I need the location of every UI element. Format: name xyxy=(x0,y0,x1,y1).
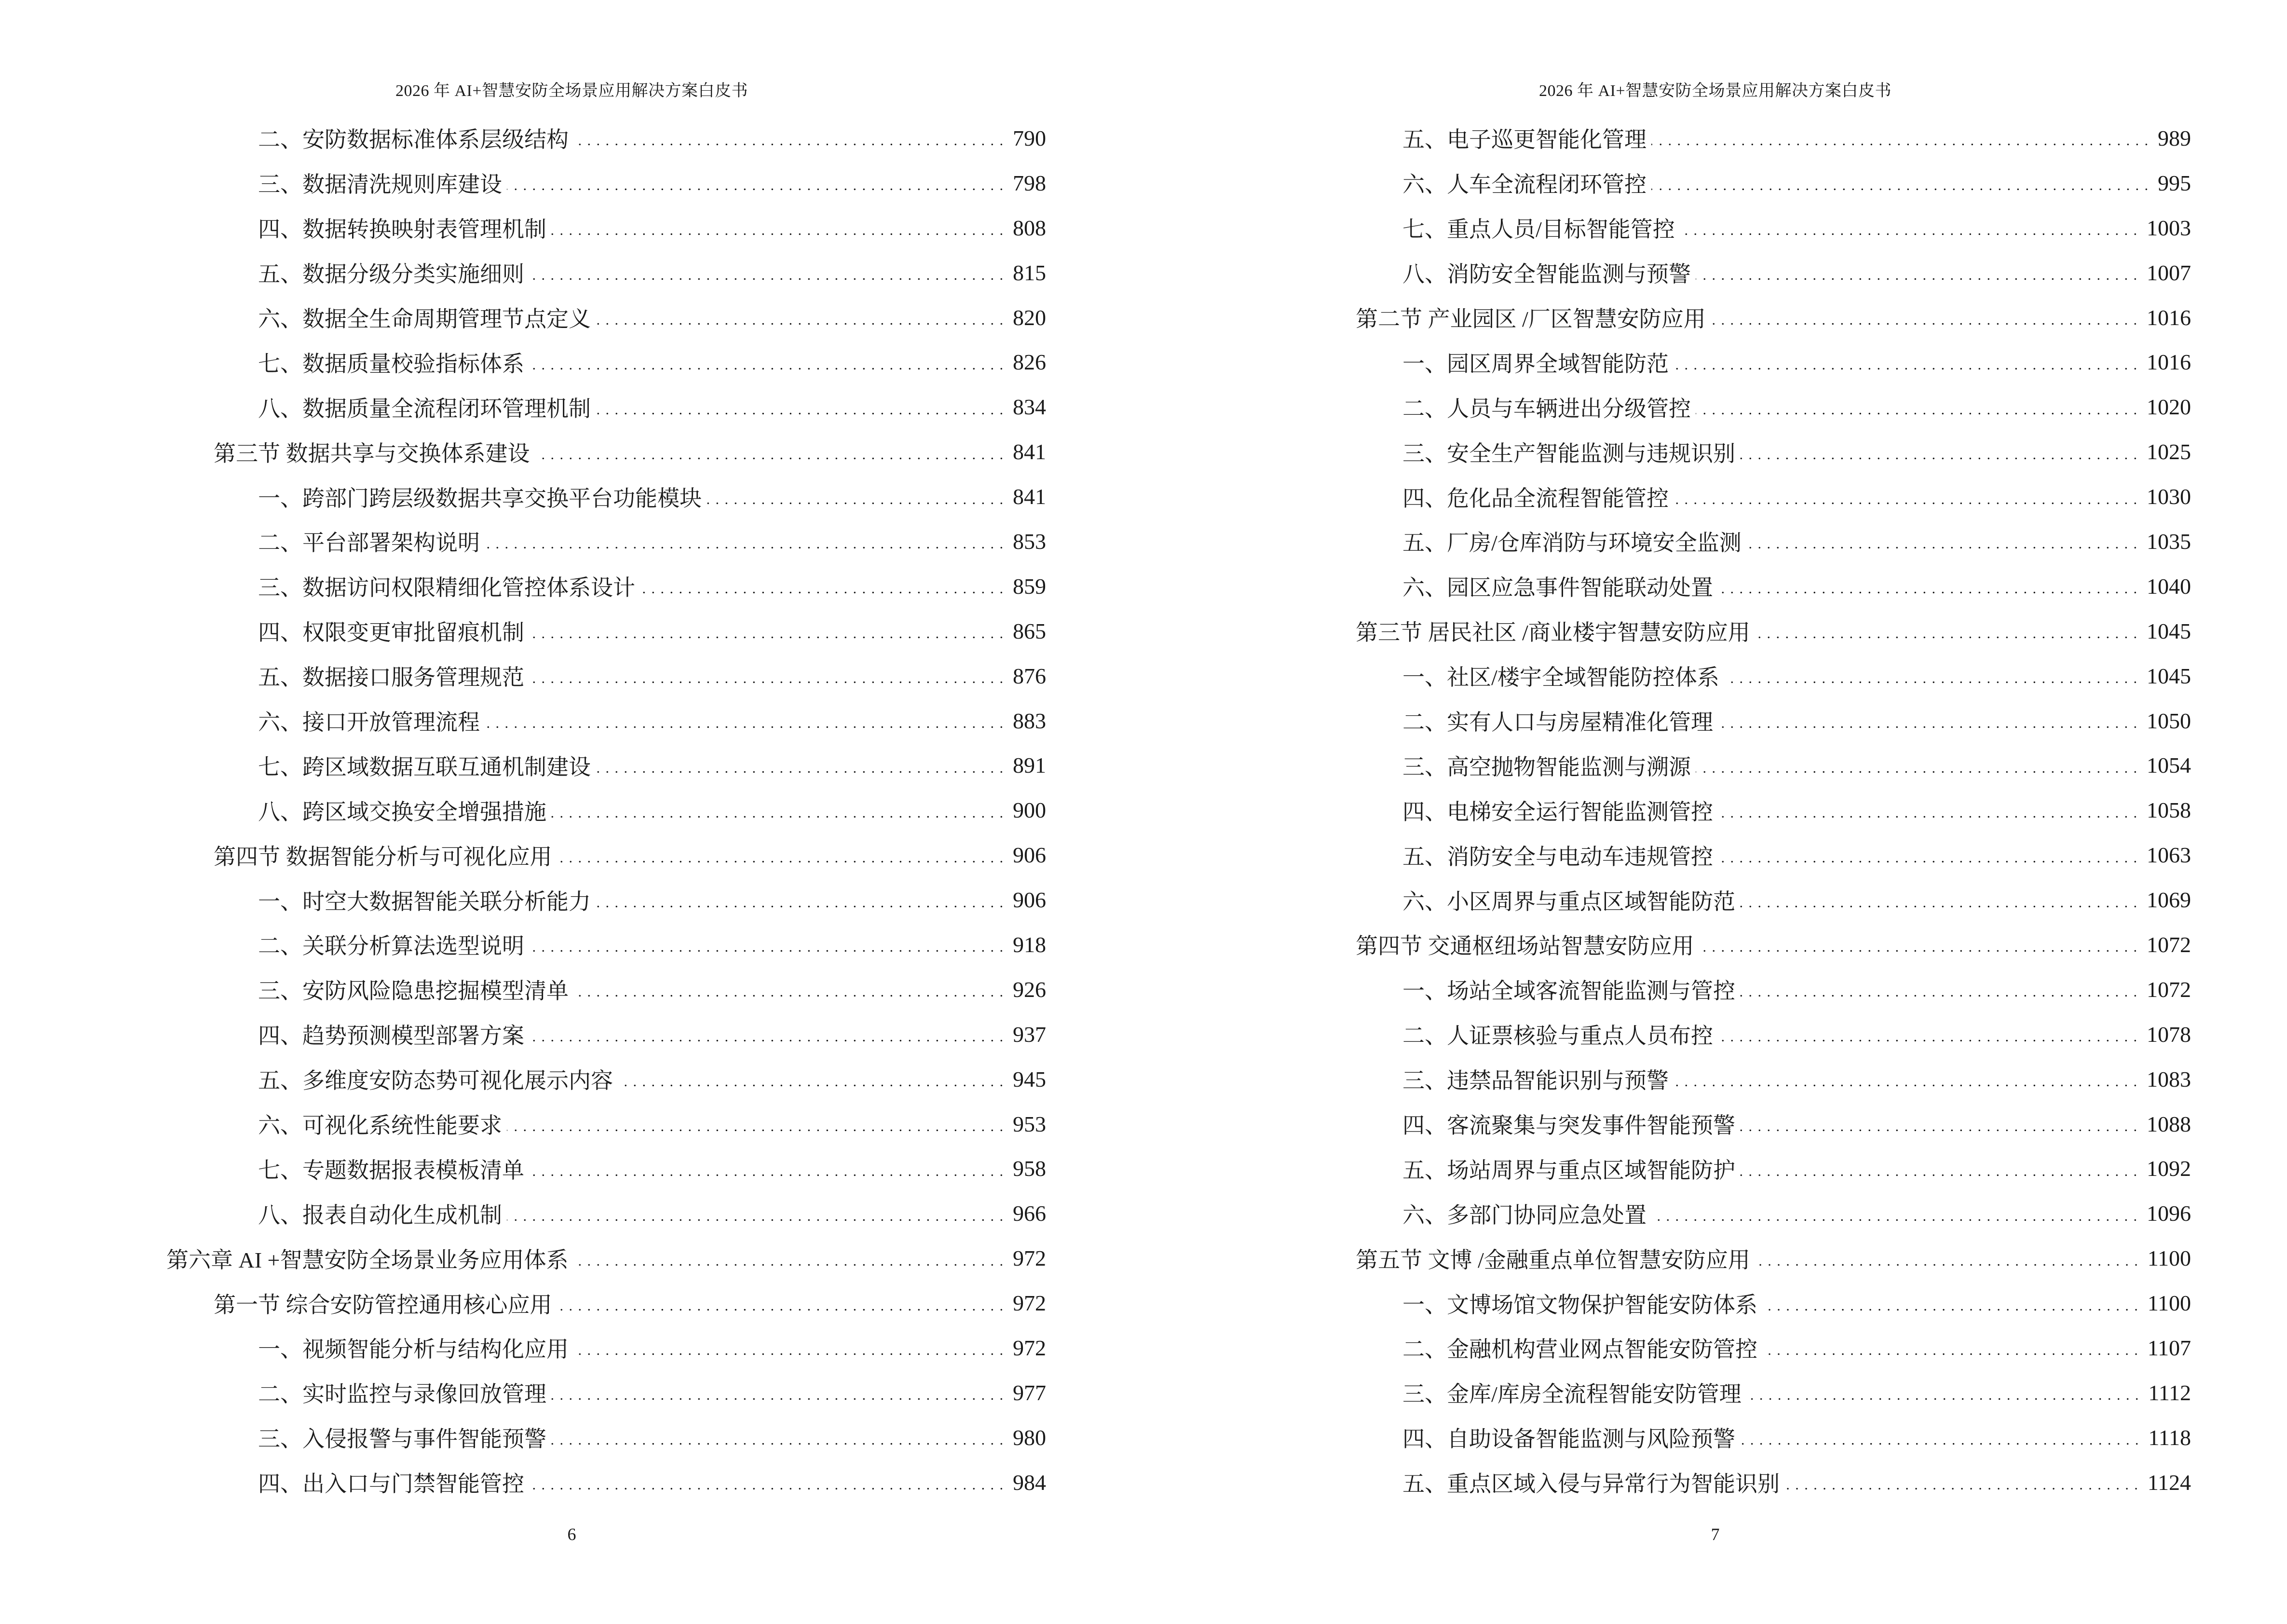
toc-entry-page-number: 1107 xyxy=(2147,1335,2191,1360)
toc-subsection-entry[interactable] xyxy=(1144,384,2191,429)
dot-leader xyxy=(507,1202,1004,1225)
toc-subsection-entry[interactable] xyxy=(0,1191,1046,1236)
dot-leader xyxy=(535,441,1005,463)
toc-entry-title: 第四节 交通枢纽场站智慧安防应用 xyxy=(1356,934,1694,959)
toc-entry-title: 四、自助设备智能监测与风险预警 xyxy=(1402,1427,1735,1452)
toc-entry-title: 二、关联分析算法选型说明 xyxy=(258,934,524,959)
toc-entry-page-number: 1083 xyxy=(2147,1066,2191,1092)
dot-leader xyxy=(1696,396,2138,418)
toc-subsection-entry[interactable] xyxy=(1144,1057,2191,1102)
toc-entry-page-number: 1058 xyxy=(2147,798,2191,823)
toc-entry-page-number: 1092 xyxy=(2147,1156,2191,1181)
toc-entry-page-number: 790 xyxy=(1013,125,1046,150)
toc-subsection-entry[interactable] xyxy=(0,474,1046,519)
toc-entry-title: 六、接口开放管理流程 xyxy=(258,710,480,735)
dot-leader xyxy=(1784,1471,2139,1493)
toc-entry-page-number: 1078 xyxy=(2147,1022,2191,1047)
toc-subsection-entry[interactable] xyxy=(0,295,1046,340)
dot-leader xyxy=(1746,530,2138,552)
dot-leader xyxy=(1699,933,2138,955)
toc-section-entry[interactable] xyxy=(1144,1236,2191,1281)
dot-leader xyxy=(1674,351,2138,373)
toc-entry-title: 第三节 数据共享与交换体系建设 xyxy=(214,441,530,466)
dot-leader xyxy=(507,172,1004,194)
dot-leader xyxy=(551,799,1004,821)
toc-subsection-entry[interactable] xyxy=(0,116,1046,161)
toc-entry-page-number: 1118 xyxy=(2148,1425,2191,1450)
toc-entry-title: 五、场站周界与重点区域智能防护 xyxy=(1402,1158,1735,1183)
toc-section-entry[interactable] xyxy=(1144,295,2191,340)
toc-entry-page-number: 937 xyxy=(1013,1022,1046,1047)
toc-entry-page-number: 1096 xyxy=(2147,1201,2191,1226)
toc-subsection-entry[interactable] xyxy=(1144,743,2191,788)
toc-subsection-entry[interactable] xyxy=(0,654,1046,698)
toc-section-entry[interactable] xyxy=(1144,609,2191,654)
toc-subsection-entry[interactable] xyxy=(0,967,1046,1012)
toc-entry-page-number: 980 xyxy=(1013,1425,1046,1450)
toc-entry-page-number: 972 xyxy=(1013,1335,1046,1360)
toc-subsection-entry[interactable] xyxy=(1144,1415,2191,1460)
toc-entry-title: 三、金库/库房全流程智能安防管理 xyxy=(1402,1382,1742,1407)
toc-entry-title: 第六章 AI +智慧安防全场景业务应用体系 xyxy=(166,1247,569,1272)
toc-subsection-entry[interactable] xyxy=(1144,116,2191,161)
toc-entry-title: 第三节 居民社区 /商业楼宇智慧安防应用 xyxy=(1356,620,1750,645)
toc-entry-title: 一、园区周界全域智能防范 xyxy=(1402,351,1669,376)
toc-entry-page-number: 984 xyxy=(1013,1470,1046,1495)
toc-subsection-entry[interactable] xyxy=(0,564,1046,609)
dot-leader xyxy=(1740,889,2138,911)
toc-entry-page-number: 820 xyxy=(1013,305,1046,330)
toc-entry-title: 四、出入口与门禁智能管控 xyxy=(258,1472,524,1497)
toc-entry-page-number: 966 xyxy=(1013,1201,1046,1226)
toc-entry-page-number: 953 xyxy=(1013,1111,1046,1136)
toc-entry-page-number: 841 xyxy=(1013,484,1046,509)
toc-subsection-entry[interactable] xyxy=(1144,564,2191,609)
dot-leader xyxy=(573,1337,1004,1359)
toc-entry-title: 五、电子巡更智能化管理 xyxy=(1402,127,1647,152)
toc-entry-page-number: 906 xyxy=(1013,843,1046,868)
toc-subsection-entry[interactable] xyxy=(1144,429,2191,474)
toc-entry-page-number: 1050 xyxy=(2147,708,2191,733)
toc-entry-page-number: 995 xyxy=(2158,170,2191,195)
toc-entry-title: 六、多部门协同应急处置 xyxy=(1402,1202,1647,1228)
toc-entry-page-number: 1124 xyxy=(2147,1470,2191,1495)
toc-entry-title: 七、专题数据报表模板清单 xyxy=(258,1158,524,1183)
toc-entry-page-number: 1040 xyxy=(2147,573,2191,599)
dot-leader xyxy=(551,1426,1004,1448)
toc-entry-page-number: 1003 xyxy=(2147,215,2191,240)
dot-leader xyxy=(573,127,1004,149)
toc-entry-title: 八、报表自动化生成机制 xyxy=(258,1202,502,1228)
toc-subsection-entry[interactable] xyxy=(0,161,1046,205)
dot-leader xyxy=(1718,710,2138,732)
dot-leader xyxy=(1651,1202,2138,1225)
toc-subsection-entry[interactable] xyxy=(0,1415,1046,1460)
dot-leader xyxy=(1718,575,2138,597)
dot-leader xyxy=(529,261,1004,284)
toc-subsection-entry[interactable] xyxy=(0,609,1046,654)
toc-entry-title: 八、数据质量全流程闭环管理机制 xyxy=(258,396,591,421)
dot-leader xyxy=(485,530,1004,552)
toc-subsection-entry[interactable] xyxy=(0,1102,1046,1146)
toc-entry-title: 四、客流聚集与突发事件智能预警 xyxy=(1402,1113,1735,1138)
toc-entry-page-number: 972 xyxy=(1013,1246,1046,1271)
dot-leader xyxy=(1740,1113,2138,1135)
dot-leader xyxy=(1711,306,2138,328)
toc-entry-page-number: 826 xyxy=(1013,350,1046,375)
toc-entry-title: 七、跨区域数据互联互通机制建设 xyxy=(258,754,591,779)
toc-entry-page-number: 865 xyxy=(1013,618,1046,643)
toc-entry-title: 三、高空抛物智能监测与溯源 xyxy=(1402,754,1691,779)
dot-leader xyxy=(1724,665,2138,687)
toc-entry-title: 二、人证票核验与重点人员布控 xyxy=(1402,1024,1713,1049)
dot-leader xyxy=(640,575,1004,597)
dot-leader xyxy=(596,396,1004,418)
toc-entry-page-number: 1069 xyxy=(2147,887,2191,913)
toc-entry-title: 三、违禁品智能识别与预警 xyxy=(1402,1068,1669,1093)
dot-leader xyxy=(551,1381,1004,1404)
dot-leader xyxy=(1651,172,2149,194)
toc-subsection-entry[interactable] xyxy=(1144,205,2191,250)
dot-leader xyxy=(529,1471,1004,1493)
dot-leader xyxy=(507,1113,1004,1135)
toc-entry-page-number: 1030 xyxy=(2147,484,2191,509)
right-page xyxy=(1144,0,2287,1624)
dot-leader xyxy=(596,306,1004,328)
dot-leader xyxy=(557,1292,1005,1314)
toc-entry-page-number: 798 xyxy=(1013,170,1046,195)
toc-subsection-entry[interactable] xyxy=(0,1325,1046,1370)
toc-entry-title: 四、电梯安全运行智能监测管控 xyxy=(1402,799,1713,824)
dot-leader xyxy=(1762,1292,2139,1314)
toc-entry-page-number: 1035 xyxy=(2147,529,2191,554)
toc-subsection-entry[interactable] xyxy=(0,340,1046,384)
toc-entry-page-number: 1100 xyxy=(2147,1291,2191,1316)
toc-entry-page-number: 1054 xyxy=(2147,753,2191,778)
dot-leader xyxy=(573,978,1004,1000)
toc-entry-title: 二、平台部署架构说明 xyxy=(258,531,480,556)
toc-entry-page-number: 1045 xyxy=(2147,618,2191,643)
dot-leader xyxy=(529,933,1004,955)
dot-leader xyxy=(529,1023,1004,1045)
toc-subsection-entry[interactable] xyxy=(1144,654,2191,698)
toc-entry-title: 三、安防风险隐患挖掘模型清单 xyxy=(258,979,569,1004)
toc-entry-page-number: 1007 xyxy=(2147,260,2191,285)
toc-subsection-entry[interactable] xyxy=(1144,1281,2191,1325)
toc-subsection-entry[interactable] xyxy=(1144,519,2191,564)
toc-entry-title: 四、危化品全流程智能管控 xyxy=(1402,486,1669,511)
dot-leader xyxy=(596,889,1004,911)
toc-entry-title: 一、视频智能分析与结构化应用 xyxy=(258,1337,569,1362)
toc-subsection-entry[interactable] xyxy=(0,1146,1046,1191)
dot-leader xyxy=(1740,1158,2138,1180)
toc-entry-title: 五、多维度安防态势可视化展示内容 xyxy=(258,1068,613,1093)
dot-leader xyxy=(1740,978,2138,1000)
toc-subsection-entry[interactable] xyxy=(0,250,1046,295)
toc-entry-title: 六、人车全流程闭环管控 xyxy=(1402,172,1647,197)
toc-entry-title: 四、数据转换映射表管理机制 xyxy=(258,217,546,242)
toc-section-entry[interactable] xyxy=(0,429,1046,474)
toc-subsection-entry[interactable] xyxy=(0,1012,1046,1057)
dot-leader xyxy=(551,217,1004,239)
dot-leader xyxy=(1651,127,2149,149)
toc-entry-title: 七、数据质量校验指标体系 xyxy=(258,351,524,376)
toc-subsection-entry[interactable] xyxy=(0,1057,1046,1102)
toc-entry-title: 第五节 文博 /金融重点单位智慧安防应用 xyxy=(1356,1247,1750,1272)
toc-entry-page-number: 859 xyxy=(1013,573,1046,599)
toc-entry-page-number: 891 xyxy=(1013,753,1046,778)
toc-entry-page-number: 977 xyxy=(1013,1380,1046,1405)
toc-entry-title: 八、消防安全智能监测与预警 xyxy=(1402,262,1691,287)
toc-entry-title: 六、数据全生命周期管理节点定义 xyxy=(258,307,591,331)
dot-leader xyxy=(1696,261,2138,284)
toc-entry-title: 六、园区应急事件智能联动处置 xyxy=(1402,575,1713,600)
toc-entry-title: 四、趋势预测模型部署方案 xyxy=(258,1024,524,1049)
toc-entry-page-number: 906 xyxy=(1013,887,1046,913)
toc-subsection-entry[interactable] xyxy=(1144,1460,2191,1505)
toc-subsection-entry[interactable] xyxy=(1144,340,2191,384)
dot-leader xyxy=(1674,486,2138,508)
toc-subsection-entry[interactable] xyxy=(1144,698,2191,743)
toc-entry-title: 三、数据访问权限精细化管控体系设计 xyxy=(258,575,635,600)
toc-entry-title: 二、金融机构营业网点智能安防管控 xyxy=(1402,1337,1757,1362)
toc-entry-page-number: 834 xyxy=(1013,395,1046,420)
toc-entry-title: 八、跨区域交换安全增强措施 xyxy=(258,799,546,824)
dot-leader xyxy=(1762,1337,2139,1359)
toc-entry-title: 六、可视化系统性能要求 xyxy=(258,1113,502,1138)
toc-entry-title: 第四节 数据智能分析与可视化应用 xyxy=(214,844,552,869)
toc-entry-page-number: 1100 xyxy=(2147,1246,2191,1271)
toc-subsection-entry[interactable] xyxy=(1144,474,2191,519)
toc-entry-page-number: 1088 xyxy=(2147,1111,2191,1136)
toc-section-entry[interactable] xyxy=(0,1281,1046,1325)
toc-entry-title: 一、社区/楼宇全域智能防控体系 xyxy=(1402,665,1719,690)
toc-entry-page-number: 989 xyxy=(2158,125,2191,150)
toc-subsection-entry[interactable] xyxy=(0,1460,1046,1505)
toc-entry-page-number: 1112 xyxy=(2148,1380,2191,1405)
table-of-contents xyxy=(0,116,1046,1505)
toc-entry-page-number: 815 xyxy=(1013,260,1046,285)
toc-entry-title: 二、实时监控与录像回放管理 xyxy=(258,1382,546,1407)
toc-subsection-entry[interactable] xyxy=(1144,877,2191,922)
dot-leader xyxy=(1674,1068,2138,1090)
dot-leader xyxy=(618,1068,1004,1090)
toc-subsection-entry[interactable] xyxy=(0,205,1046,250)
toc-subsection-entry[interactable] xyxy=(0,519,1046,564)
dot-leader xyxy=(596,754,1004,777)
toc-entry-page-number: 841 xyxy=(1013,439,1046,464)
toc-entry-title: 五、数据接口服务管理规范 xyxy=(258,665,524,690)
page-number: 6 xyxy=(567,1525,576,1544)
toc-entry-title: 一、场站全域客流智能监测与管控 xyxy=(1402,979,1735,1004)
toc-entry-page-number: 883 xyxy=(1013,708,1046,733)
toc-entry-title: 五、厂房/仓库消防与环境安全监测 xyxy=(1402,531,1742,556)
toc-entry-title: 七、重点人员/目标智能管控 xyxy=(1402,217,1675,242)
toc-entry-page-number: 1020 xyxy=(2147,395,2191,420)
toc-subsection-entry[interactable] xyxy=(0,698,1046,743)
toc-subsection-entry[interactable] xyxy=(0,1370,1046,1415)
toc-subsection-entry[interactable] xyxy=(1144,1191,2191,1236)
dot-leader xyxy=(1718,844,2138,866)
toc-entry-title: 四、权限变更审批留痕机制 xyxy=(258,620,524,645)
dot-leader xyxy=(1696,754,2138,777)
toc-subsection-entry[interactable] xyxy=(1144,250,2191,295)
dot-leader xyxy=(1740,1426,2139,1448)
dot-leader xyxy=(707,486,1004,508)
toc-entry-title: 第二节 产业园区 /厂区智慧安防应用 xyxy=(1356,307,1706,331)
toc-entry-title: 二、安防数据标准体系层级结构 xyxy=(258,127,569,152)
toc-subsection-entry[interactable] xyxy=(1144,1146,2191,1191)
toc-entry-page-number: 1072 xyxy=(2147,932,2191,957)
dot-leader xyxy=(557,844,1005,866)
toc-entry-page-number: 1063 xyxy=(2147,843,2191,868)
dot-leader xyxy=(529,620,1004,642)
dot-leader xyxy=(485,710,1004,732)
dot-leader xyxy=(529,351,1004,373)
toc-subsection-entry[interactable] xyxy=(1144,1102,2191,1146)
toc-entry-page-number: 926 xyxy=(1013,977,1046,1002)
toc-subsection-entry[interactable] xyxy=(1144,788,2191,832)
toc-subsection-entry[interactable] xyxy=(0,788,1046,832)
toc-entry-title: 五、消防安全与电动车违规管控 xyxy=(1402,844,1713,869)
toc-entry-page-number: 876 xyxy=(1013,663,1046,688)
toc-entry-title: 一、文博场馆文物保护智能安防体系 xyxy=(1402,1292,1757,1317)
dot-leader xyxy=(1680,217,2138,239)
dot-leader xyxy=(529,1158,1004,1180)
toc-entry-title: 三、入侵报警与事件智能预警 xyxy=(258,1427,546,1452)
toc-entry-title: 二、实有人口与房屋精准化管理 xyxy=(1402,710,1713,735)
toc-entry-page-number: 1045 xyxy=(2147,663,2191,688)
page-number: 7 xyxy=(1711,1525,1720,1544)
toc-entry-page-number: 958 xyxy=(1013,1156,1046,1181)
toc-entry-page-number: 1072 xyxy=(2147,977,2191,1002)
table-of-contents xyxy=(1144,116,2191,1505)
toc-section-entry[interactable] xyxy=(0,832,1046,877)
toc-entry-page-number: 1025 xyxy=(2147,439,2191,464)
toc-entry-page-number: 900 xyxy=(1013,798,1046,823)
toc-entry-page-number: 945 xyxy=(1013,1066,1046,1092)
toc-entry-page-number: 1016 xyxy=(2147,305,2191,330)
toc-entry-page-number: 808 xyxy=(1013,215,1046,240)
toc-entry-title: 一、时空大数据智能关联分析能力 xyxy=(258,889,591,914)
toc-entry-title: 一、跨部门跨层级数据共享交换平台功能模块 xyxy=(258,486,702,511)
dot-leader xyxy=(1755,620,2138,642)
toc-entry-title: 第一节 综合安防管控通用核心应用 xyxy=(214,1292,552,1317)
toc-subsection-entry[interactable] xyxy=(1144,161,2191,205)
dot-leader xyxy=(573,1247,1004,1269)
dot-leader xyxy=(529,665,1004,687)
dot-leader xyxy=(1718,799,2138,821)
running-header: 2026 年 AI+智慧安防全场景应用解决方案白皮书 xyxy=(395,82,749,100)
toc-entry-title: 三、安全生产智能监测与违规识别 xyxy=(1402,441,1735,466)
toc-entry-page-number: 972 xyxy=(1013,1291,1046,1316)
toc-section-entry[interactable] xyxy=(1144,922,2191,967)
dot-leader xyxy=(1740,441,2138,463)
toc-entry-title: 二、人员与车辆进出分级管控 xyxy=(1402,396,1691,421)
toc-subsection-entry[interactable] xyxy=(1144,1012,2191,1057)
toc-entry-page-number: 918 xyxy=(1013,932,1046,957)
toc-subsection-entry[interactable] xyxy=(0,384,1046,429)
toc-subsection-entry[interactable] xyxy=(0,743,1046,788)
toc-subsection-entry[interactable] xyxy=(0,922,1046,967)
toc-subsection-entry[interactable] xyxy=(1144,832,2191,877)
toc-subsection-entry[interactable] xyxy=(1144,967,2191,1012)
dot-leader xyxy=(1718,1023,2138,1045)
toc-chapter-entry[interactable] xyxy=(0,1236,1046,1281)
dot-leader xyxy=(1755,1247,2139,1269)
running-header: 2026 年 AI+智慧安防全场景应用解决方案白皮书 xyxy=(1538,82,1892,100)
toc-subsection-entry[interactable] xyxy=(0,877,1046,922)
toc-entry-title: 三、数据清洗规则库建设 xyxy=(258,172,502,197)
toc-entry-page-number: 853 xyxy=(1013,529,1046,554)
toc-entry-page-number: 1016 xyxy=(2147,350,2191,375)
toc-subsection-entry[interactable] xyxy=(1144,1325,2191,1370)
dot-leader xyxy=(1746,1381,2140,1404)
toc-entry-title: 六、小区周界与重点区域智能防范 xyxy=(1402,889,1735,914)
toc-entry-title: 五、数据分级分类实施细则 xyxy=(258,262,524,287)
toc-subsection-entry[interactable] xyxy=(1144,1370,2191,1415)
toc-entry-title: 五、重点区域入侵与异常行为智能识别 xyxy=(1402,1472,1780,1497)
